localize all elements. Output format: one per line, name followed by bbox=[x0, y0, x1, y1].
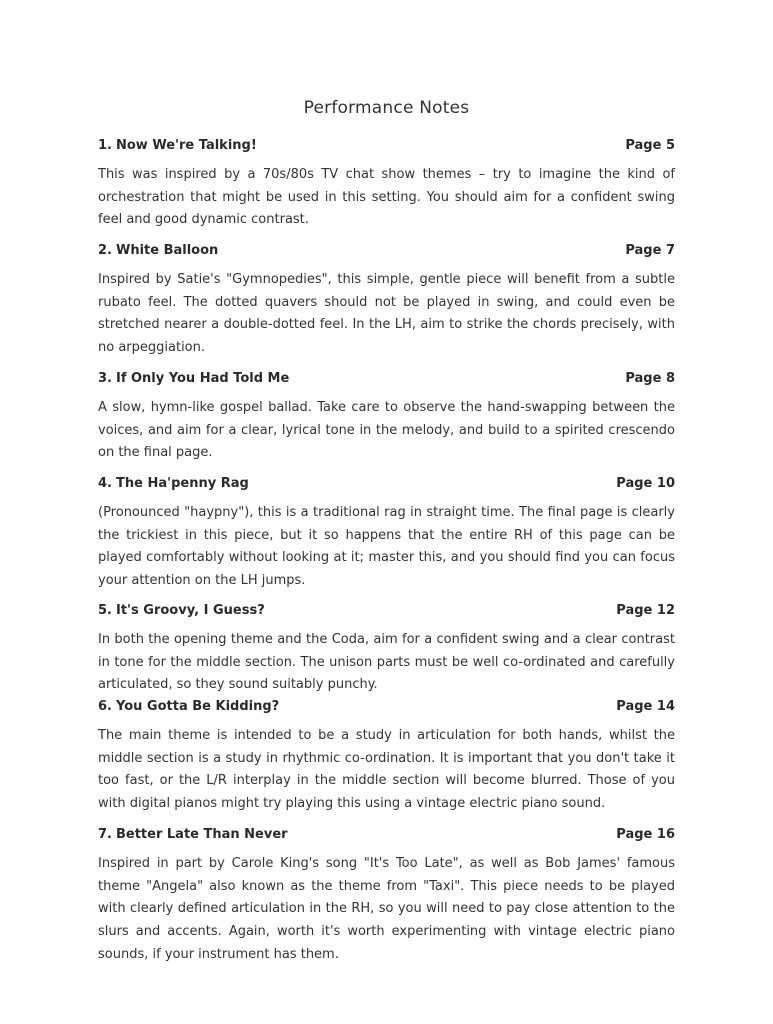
section-heading bbox=[98, 138, 675, 160]
section-page-ref: Page 5 bbox=[625, 138, 675, 153]
section-title bbox=[98, 371, 289, 386]
section-text: The main theme is intended to be a study in articulation for both hands, whilst the middle section is a study in rhythmic co-ordination. It is important that you don't take it too fast, or the L/R interplay in the middle section will become blurred. Those of you with digital pianos might try playing this using a vintage electric piano sound. bbox=[98, 728, 675, 812]
section-name: The Ha'penny Rag bbox=[115, 476, 249, 491]
page-title: Performance Notes bbox=[303, 98, 470, 118]
section-text: A slow, hymn-like gospel ballad. Take care to observe the hand-swapping between the voices, and aim for a clear, lyrical tone in the melody, and build to a spirited crescendo on the final page. bbox=[98, 400, 675, 461]
section-page-ref: Page 12 bbox=[616, 603, 675, 618]
section-better-late-than-never bbox=[98, 827, 675, 967]
section-title bbox=[98, 699, 279, 714]
section-name: Now We're Talking! bbox=[115, 138, 257, 153]
section-number: 5. bbox=[98, 603, 112, 618]
section-title bbox=[98, 476, 249, 491]
section-name: Better Late Than Never bbox=[115, 827, 288, 842]
section-number: 7. bbox=[98, 827, 112, 842]
section-heading bbox=[98, 603, 675, 625]
section-title bbox=[98, 138, 257, 153]
section-text: In both the opening theme and the Coda, aim for a confident swing and a clear contrast in tone for the middle section. The unison parts must be well co-ordinated and carefully articulated, so they sound suitably punchy. bbox=[98, 632, 675, 693]
section-heading bbox=[98, 371, 675, 393]
section-text: Inspired in part by Carole King's song "It's Too Late", as well as Bob James' famous theme "Angela" also known as the theme from "Taxi". This piece needs to be played with clearly defined articulation in the RH, so you will need to pay close attention to the slurs and accents. Again, worth it's worth experimenting with vintage electric piano sounds, if your instrument has them. bbox=[98, 856, 675, 962]
section-text: This was inspired by a 70s/80s TV chat show themes – try to imagine the kind of orchestration that might be used in this setting. You should aim for a confident swing feel and good dynamic contrast. bbox=[98, 167, 675, 228]
section-name: White Balloon bbox=[115, 243, 219, 258]
section-text: Inspired by Satie's "Gymnopedies", this simple, gentle piece will benefit from a subtle rubato feel. The dotted quavers should not be played in swing, and could even be stretched nearer a double-dotted feel. In the LH, aim to strike the chords precisely, with no arpeggiation. bbox=[98, 272, 675, 356]
section-text: (Pronounced "haypny"), this is a traditional rag in straight time. The final page is clearly the trickiest in this piece, but it so happens that the entire RH of this page can be played comfortably without looking at it; master this, and you should find you can focus your attention on the LH jumps. bbox=[98, 505, 675, 589]
section-white-balloon bbox=[98, 243, 675, 360]
section-its-groovy-i-guess bbox=[98, 603, 675, 697]
section-number: 2. bbox=[98, 243, 112, 258]
section-heading bbox=[98, 476, 675, 498]
section-page-ref: Page 16 bbox=[616, 827, 675, 842]
section-number: 3. bbox=[98, 371, 112, 386]
section-heading bbox=[98, 827, 675, 849]
section-the-hapenny-rag bbox=[98, 476, 675, 593]
section-if-only-you-had-told-me bbox=[98, 371, 675, 465]
section-page-ref: Page 7 bbox=[625, 243, 675, 258]
section-heading bbox=[98, 243, 675, 265]
section-heading bbox=[98, 699, 675, 721]
section-name: If Only You Had Told Me bbox=[115, 371, 290, 386]
section-name: You Gotta Be Kidding? bbox=[115, 699, 280, 714]
section-now-were-talking bbox=[98, 138, 675, 232]
section-page-ref: Page 14 bbox=[616, 699, 675, 714]
section-you-gotta-be-kidding bbox=[98, 699, 675, 816]
section-number: 6. bbox=[98, 699, 112, 714]
section-title bbox=[98, 827, 288, 842]
section-title bbox=[98, 603, 265, 618]
section-name: It's Groovy, I Guess? bbox=[115, 603, 265, 618]
section-number: 4. bbox=[98, 476, 112, 491]
section-page-ref: Page 8 bbox=[625, 371, 675, 386]
section-number: 1. bbox=[98, 138, 112, 153]
section-title bbox=[98, 243, 218, 258]
section-page-ref: Page 10 bbox=[616, 476, 675, 491]
